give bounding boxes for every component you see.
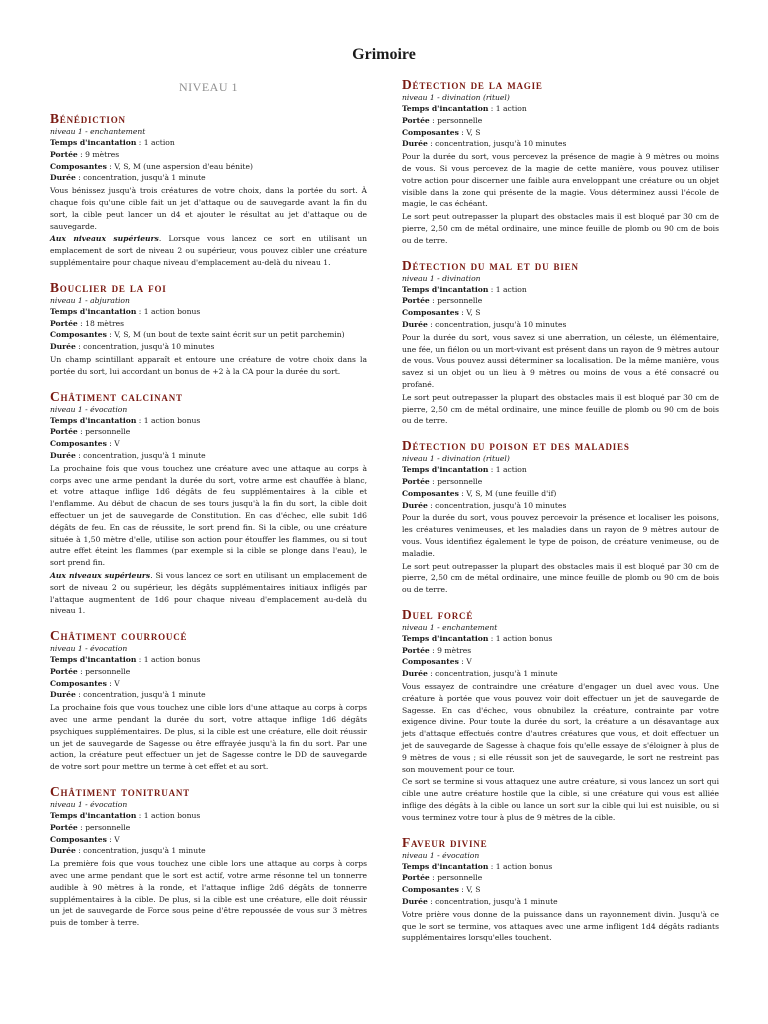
spell-description bbox=[50, 185, 367, 232]
spell-name: Détection de la magie bbox=[402, 77, 543, 92]
stat-value: 1 action bonus bbox=[143, 415, 201, 425]
stat-label: Portée bbox=[50, 318, 78, 328]
stat-components bbox=[50, 161, 367, 173]
stat-separator: : bbox=[75, 450, 84, 460]
stat-label: Portée bbox=[50, 666, 78, 676]
stat-range bbox=[402, 645, 719, 657]
stat-label: Composantes bbox=[50, 330, 107, 340]
stat-label: Temps d'incantation bbox=[50, 138, 137, 147]
description-text: Pour la durée du sort, vous pouvez percevoir la présence et localiser les poisons, les créatures venimeuses, et les maladies dans un rayon de 9 mètres autour de vous. Vous identifiez également le type de poison, de créature venimeuse, ou de maladie. bbox=[402, 513, 719, 558]
stat-label: Durée bbox=[50, 690, 76, 700]
higher-levels-text: . Si vous lancez ce sort en utilisant un emplacement de sort de niveau 2 ou supérieur, les dégâts supplémentaires initiaux infligés par l'attaque augmentent de 1d6 pour chaque niveau d'emplacement au-delà du niveau 1. bbox=[50, 570, 367, 616]
stat-value: concentration, jusqu'à 1 minute bbox=[83, 173, 206, 183]
stat-value: concentration, jusqu'à 1 minute bbox=[83, 846, 206, 856]
stat-value: personnelle bbox=[85, 427, 131, 437]
spell-block bbox=[402, 607, 719, 824]
stat-casting-time bbox=[402, 633, 719, 645]
higher-levels bbox=[50, 570, 367, 617]
stat-label: Temps d'incantation bbox=[50, 306, 137, 316]
spell-block bbox=[50, 111, 367, 269]
spell-block bbox=[402, 258, 719, 428]
spell-block bbox=[50, 389, 367, 618]
spell-description bbox=[402, 332, 719, 391]
higher-levels-label: Aux niveaux supérieurs bbox=[50, 234, 159, 244]
stat-separator: : bbox=[136, 306, 144, 316]
stat-components bbox=[402, 656, 719, 668]
stat-value: personnelle bbox=[85, 822, 131, 832]
stat-duration bbox=[50, 341, 367, 353]
stat-casting-time bbox=[50, 415, 367, 427]
stat-separator: : bbox=[106, 834, 115, 844]
stat-separator: : bbox=[75, 690, 84, 700]
stat-casting-time bbox=[50, 810, 367, 822]
stat-separator: : bbox=[77, 318, 86, 328]
spell-school: niveau 1 - évocation bbox=[50, 800, 128, 810]
spell-school: niveau 1 - évocation bbox=[402, 850, 480, 860]
stat-value: concentration, jusqu'à 10 minutes bbox=[83, 342, 215, 352]
stat-label: Portée bbox=[402, 115, 430, 125]
stat-value: 1 action bonus bbox=[143, 811, 201, 821]
spell-description bbox=[50, 702, 367, 773]
stat-value: V, S, M (une aspersion d'eau bénite) bbox=[114, 161, 253, 171]
stat-value: V, S, M (un bout de texte saint écrit sur un petit parchemin) bbox=[114, 330, 345, 340]
spell-school: niveau 1 - enchantement bbox=[402, 622, 498, 632]
left-column bbox=[50, 77, 367, 940]
stat-range bbox=[50, 318, 367, 330]
stat-separator: : bbox=[488, 861, 496, 871]
stat-components bbox=[402, 127, 719, 139]
stat-label: Composantes bbox=[402, 885, 459, 895]
stat-separator: : bbox=[427, 669, 436, 679]
stat-range bbox=[402, 872, 719, 884]
spell-description bbox=[50, 354, 367, 378]
stat-casting-time bbox=[402, 861, 719, 873]
stat-value: V, S bbox=[466, 127, 481, 137]
stat-value: 1 action bonus bbox=[143, 655, 201, 665]
stat-separator: : bbox=[488, 465, 496, 475]
stat-separator: : bbox=[77, 427, 86, 437]
higher-levels bbox=[50, 233, 367, 268]
stat-casting-time bbox=[402, 464, 719, 476]
stat-label: Durée bbox=[402, 897, 428, 907]
stat-casting-time bbox=[402, 103, 719, 115]
description-text: Vous essayez de contraindre une créature d'engager un duel avec vous. Une créature à portée que vous pouvez voir doit effectuer un jet de sauvegarde de Sagesse. En cas d'échec, vous obnubilez la créature, contrainte par votre exigence divine. Pour toute la durée du sort, la créature a un désavantage aux jets d'attaque effectués contre d'autres créatures que vous, et doit effectuer un jet de sauvegarde de Sagesse à chaque fois qu'elle essaye de s'éloigner à plus de 9 mètres de vous ; si elle réussit son jet de sauvegarde, le sort ne restreint pas son mouvement pour ce tour. bbox=[402, 682, 719, 774]
stat-value: concentration, jusqu'à 10 minutes bbox=[435, 139, 567, 149]
spell-description-2: Le sort peut outrepasser la plupart des obstacles mais il est bloqué par 30 cm de pierre, 2,50 cm de métal ordinaire, une mince feuille de plomb ou 90 cm de bois ou de terre. bbox=[402, 561, 719, 595]
stat-value: 18 mètres bbox=[85, 318, 124, 328]
stat-label: Portée bbox=[402, 873, 430, 883]
stat-range bbox=[50, 822, 367, 834]
stat-value: personnelle bbox=[437, 115, 483, 125]
stat-separator: : bbox=[458, 488, 467, 498]
stat-label: Durée bbox=[50, 846, 76, 856]
spell-block bbox=[50, 784, 367, 929]
spell-description bbox=[402, 681, 719, 775]
stat-separator: : bbox=[458, 885, 467, 895]
stat-casting-time bbox=[50, 306, 367, 318]
stat-value: 9 mètres bbox=[85, 149, 120, 159]
stat-duration bbox=[50, 845, 367, 857]
stat-duration bbox=[50, 172, 367, 184]
stat-separator: : bbox=[136, 811, 144, 821]
stat-separator: : bbox=[77, 822, 86, 832]
stat-separator: : bbox=[106, 161, 115, 171]
stat-range bbox=[50, 426, 367, 438]
stat-separator: : bbox=[429, 476, 438, 486]
spell-name: Châtiment tonitruant bbox=[50, 784, 190, 800]
stat-value: 9 mètres bbox=[437, 645, 472, 655]
stat-separator: : bbox=[458, 308, 467, 318]
stat-range bbox=[402, 476, 719, 488]
spell-name: Détection du poison et des maladies bbox=[402, 438, 630, 454]
stat-label: Portée bbox=[50, 427, 78, 437]
stat-range bbox=[50, 666, 367, 678]
level-heading: NIVEAU 1 bbox=[179, 80, 238, 94]
stat-duration bbox=[402, 668, 719, 680]
stat-label: Composantes bbox=[50, 439, 107, 449]
stat-label: Temps d'incantation bbox=[402, 284, 489, 294]
stat-value: 1 action bonus bbox=[495, 633, 553, 643]
spell-name: Détection du mal et du bien bbox=[402, 257, 579, 273]
stat-separator: : bbox=[458, 657, 467, 667]
right-column bbox=[402, 77, 719, 955]
stat-label: Durée bbox=[50, 450, 76, 460]
stat-separator: : bbox=[488, 633, 496, 643]
spell-description bbox=[402, 151, 719, 210]
stat-range bbox=[50, 149, 367, 161]
spell-block bbox=[402, 835, 719, 945]
stat-value: personnelle bbox=[437, 296, 483, 306]
spell-school: niveau 1 - évocation bbox=[50, 644, 128, 654]
stat-label: Composantes bbox=[402, 657, 459, 667]
stat-label: Temps d'incantation bbox=[402, 861, 489, 871]
stat-separator: : bbox=[136, 415, 144, 425]
stat-label: Temps d'incantation bbox=[50, 655, 137, 665]
spell-school: niveau 1 - divination (rituel) bbox=[402, 454, 510, 464]
stat-value: 1 action bbox=[495, 465, 527, 475]
stat-value: concentration, jusqu'à 1 minute bbox=[435, 897, 558, 907]
stat-duration bbox=[402, 896, 719, 908]
stat-separator: : bbox=[136, 655, 144, 665]
stat-duration bbox=[50, 689, 367, 701]
description-text: Pour la durée du sort, vous savez si une aberration, un céleste, un élémentaire, une fée, un fiélon ou un mort-vivant est présent dans un rayon de 9 mètres autour de vous. Vous pouvez aussi déterminer sa localisation. De la même manière, vous savez si un objet ou un lieu à 9 mètres ou moins de vous a été consacré ou profané. bbox=[402, 332, 719, 389]
stat-label: Portée bbox=[402, 296, 430, 306]
stat-separator: : bbox=[427, 139, 436, 149]
stat-separator: : bbox=[429, 296, 438, 306]
stat-duration bbox=[402, 319, 719, 331]
spell-name: Bouclier de la foi bbox=[50, 279, 167, 295]
stat-value: V bbox=[114, 439, 120, 449]
stat-value: concentration, jusqu'à 10 minutes bbox=[435, 319, 567, 329]
stat-duration bbox=[50, 450, 367, 462]
stat-value: 1 action bbox=[495, 104, 527, 113]
stat-separator: : bbox=[427, 897, 436, 907]
stat-duration bbox=[402, 138, 719, 150]
stat-separator: : bbox=[458, 127, 467, 137]
spell-name: Bénédiction bbox=[50, 111, 126, 126]
stat-value: 1 action bonus bbox=[143, 306, 201, 316]
description-text: La première fois que vous touchez une cible lors une attaque au corps à corps avec une arme pendant que le sort est actif, votre arme résonne tel un tonnerre audible à 90 mètres à la ronde, et l'attaque inflige 2d6 dégâts de tonnerre supplémentaires à la cible. De plus, si la cible est une créature, elle doit réussir un jet de sauvegarde de Force sous peine d'être repoussée de vous sur 3 mètres puis de tomber à terre. bbox=[50, 859, 367, 928]
description-text: La prochaine fois que vous touchez une cible lors d'une attaque au corps à corps avec une arme pendant la durée du sort, votre attaque inflige 1d6 dégâts psychiques supplémentaires. De plus, si la cible est une créature, elle doit réussir un jet de sauvegarde de Sagesse ou être effrayée jusqu'à la fin du sort. Par une action, la créature peut effectuer un jet de Sagesse contre le DD de sauvegarde de votre sort pour mettre un terme à cet effet et au sort. bbox=[50, 703, 367, 772]
stat-label: Composantes bbox=[50, 678, 107, 688]
stat-value: 1 action bbox=[495, 284, 527, 294]
description-text: La prochaine fois que vous touchez une créature avec une attaque au corps à corps avec une arme pendant la durée du sort, votre arme est chauffée à blanc, et votre attaque inflige 1d6 dégâts de feu supplémentaires à la cible et l'enflamme. Au début de chacun de ses tours jusqu'à la fin du sort, la cible doit effectuer un jet de sauvegarde de Constitution. En cas d'échec, elle subit 1d6 dégâts de feu. En cas de réussite, le sort prend fin. Si la cible, ou une créature située à 1,50 mètre d'elle, utilise son action pour étouffer les flammes, ou si tout autre effet éteint les flammes (par exemple si la cible se plonge dans l'eau), le sort prend fin. bbox=[50, 463, 367, 568]
stat-separator: : bbox=[488, 284, 496, 294]
stat-components bbox=[50, 438, 367, 450]
stat-separator: : bbox=[77, 666, 86, 676]
stat-components bbox=[50, 329, 367, 341]
stat-label: Composantes bbox=[402, 488, 459, 498]
stat-label: Portée bbox=[402, 476, 430, 486]
stat-duration bbox=[402, 500, 719, 512]
spell-name: Châtiment calcinant bbox=[50, 388, 183, 404]
spell-name: Duel forcé bbox=[402, 606, 474, 622]
stat-label: Durée bbox=[50, 342, 76, 352]
stat-separator: : bbox=[75, 846, 84, 856]
stat-components bbox=[402, 488, 719, 500]
stat-separator: : bbox=[77, 149, 86, 159]
stat-label: Temps d'incantation bbox=[402, 633, 489, 643]
stat-separator: : bbox=[106, 678, 115, 688]
spell-description bbox=[50, 463, 367, 569]
spell-school: niveau 1 - enchantement bbox=[50, 127, 146, 136]
stat-value: 1 action bbox=[143, 138, 175, 147]
stat-value: V bbox=[466, 657, 472, 667]
spell-school: niveau 1 - divination (rituel) bbox=[402, 93, 510, 102]
stat-label: Durée bbox=[402, 139, 428, 149]
stat-label: Durée bbox=[402, 500, 428, 510]
stat-label: Portée bbox=[50, 822, 78, 832]
spell-description-2: Le sort peut outrepasser la plupart des obstacles mais il est bloqué par 30 cm de pierre, 2,50 cm de métal ordinaire, une mince feuille de plomb ou 90 cm de bois ou de terre. bbox=[402, 392, 719, 426]
description-text: Pour la durée du sort, vous percevez la présence de magie à 9 mètres ou moins de vous. Si vous percevez de la magie de cette manière, vous pouvez utiliser votre action pour discerner une faible aura enveloppant une créature ou un objet visible dans la zone qui présente de la magie. Vous déterminez aussi l'école de magie, le cas échéant. bbox=[402, 152, 719, 209]
stat-value: concentration, jusqu'à 1 minute bbox=[435, 669, 558, 679]
spell-description bbox=[50, 858, 367, 929]
stat-separator: : bbox=[75, 173, 84, 183]
stat-separator: : bbox=[75, 342, 84, 352]
stat-separator: : bbox=[427, 319, 436, 329]
stat-label: Temps d'incantation bbox=[402, 104, 489, 113]
stat-separator: : bbox=[429, 115, 438, 125]
description-text: Votre prière vous donne de la puissance dans un rayonnement divin. Jusqu'à ce que le sort se termine, vos attaques avec une arme infligent 1d4 dégâts radiants supplémentaires lorsqu'elles touchent. bbox=[402, 909, 719, 943]
description-text: Vous bénissez jusqu'à trois créatures de votre choix, dans la portée du sort. À chaque fois qu'une cible fait un jet d'attaque ou de sauvegarde avant la fin du sort, la cible peut lancer un d4 et ajouter le résultat au jet d'attaque ou de sauvegarde. bbox=[50, 186, 367, 231]
stat-value: 1 action bonus bbox=[495, 861, 553, 871]
stat-components bbox=[50, 834, 367, 846]
page-title: Grimoire bbox=[352, 46, 416, 63]
spell-name: Faveur divine bbox=[402, 834, 488, 850]
stat-label: Composantes bbox=[50, 834, 107, 844]
stat-value: personnelle bbox=[437, 873, 483, 883]
spell-description-2: Ce sort se termine si vous attaquez une autre créature, si vous lancez un sort qui cible une autre créature hostile que la cible, si une créature qui vous est alliée inflige des dégâts à la cible ou lance un sort sur la cible qui lui est nuisible, ou si vous terminez votre tour à plus de 9 mètres de la cible. bbox=[402, 777, 719, 822]
stat-value: concentration, jusqu'à 1 minute bbox=[83, 690, 206, 700]
stat-value: V bbox=[114, 678, 120, 688]
stat-components bbox=[402, 884, 719, 896]
stat-value: V, S bbox=[466, 308, 481, 318]
stat-label: Temps d'incantation bbox=[402, 465, 489, 475]
spell-description bbox=[402, 512, 719, 559]
stat-label: Portée bbox=[402, 645, 430, 655]
stat-casting-time bbox=[50, 654, 367, 666]
stat-value: concentration, jusqu'à 10 minutes bbox=[435, 500, 567, 510]
spell-school: niveau 1 - évocation bbox=[50, 404, 128, 414]
stat-casting-time bbox=[50, 137, 367, 149]
higher-levels-text: . Lorsque vous lancez ce sort en utilisant un emplacement de sort de niveau 2 ou supérieur, vous pouvez cibler une créature supplémentaire pour chaque niveau d'emplacement au-delà du niveau 1. bbox=[50, 234, 367, 267]
stat-label: Durée bbox=[402, 319, 428, 329]
spell-school: niveau 1 - abjuration bbox=[50, 295, 130, 305]
stat-value: V, S, M (une feuille d'if) bbox=[466, 488, 557, 498]
stat-separator: : bbox=[106, 439, 115, 449]
stat-separator: : bbox=[427, 500, 436, 510]
stat-casting-time bbox=[402, 284, 719, 296]
stat-value: concentration, jusqu'à 1 minute bbox=[83, 450, 206, 460]
stat-label: Portée bbox=[50, 149, 78, 159]
stat-components bbox=[50, 678, 367, 690]
spell-block bbox=[50, 628, 367, 773]
stat-label: Composantes bbox=[50, 161, 107, 171]
stat-range bbox=[402, 295, 719, 307]
stat-components bbox=[402, 307, 719, 319]
description-text: Un champ scintillant apparaît et entoure une créature de votre choix dans la portée du sort, lui accordant un bonus de +2 à la CA pour la durée du sort. bbox=[50, 354, 367, 376]
stat-label: Durée bbox=[50, 173, 76, 183]
spell-name: Châtiment courroucé bbox=[50, 628, 188, 644]
stat-label: Temps d'incantation bbox=[50, 811, 137, 821]
spell-description bbox=[402, 909, 719, 944]
stat-value: personnelle bbox=[85, 666, 131, 676]
spell-school: niveau 1 - divination bbox=[402, 273, 481, 283]
stat-value: V bbox=[114, 834, 120, 844]
stat-value: personnelle bbox=[437, 476, 483, 486]
spell-block bbox=[402, 438, 719, 596]
stat-separator: : bbox=[488, 104, 496, 113]
spell-block bbox=[50, 280, 367, 378]
stat-value: V, S bbox=[466, 885, 481, 895]
stat-range bbox=[402, 115, 719, 127]
spell-block bbox=[402, 77, 719, 247]
stat-separator: : bbox=[106, 330, 115, 340]
stat-separator: : bbox=[429, 873, 438, 883]
stat-label: Composantes bbox=[402, 127, 459, 137]
spell-description-2: Le sort peut outrepasser la plupart des obstacles mais il est bloqué par 30 cm de pierre, 2,50 cm de métal ordinaire, une mince feuille de plomb ou 90 cm de bois ou de terre. bbox=[402, 212, 719, 245]
stat-label: Composantes bbox=[402, 308, 459, 318]
stat-label: Durée bbox=[402, 669, 428, 679]
stat-separator: : bbox=[136, 138, 144, 147]
higher-levels-label: Aux niveaux supérieurs bbox=[50, 570, 151, 580]
stat-label: Temps d'incantation bbox=[50, 415, 137, 425]
stat-separator: : bbox=[429, 645, 438, 655]
